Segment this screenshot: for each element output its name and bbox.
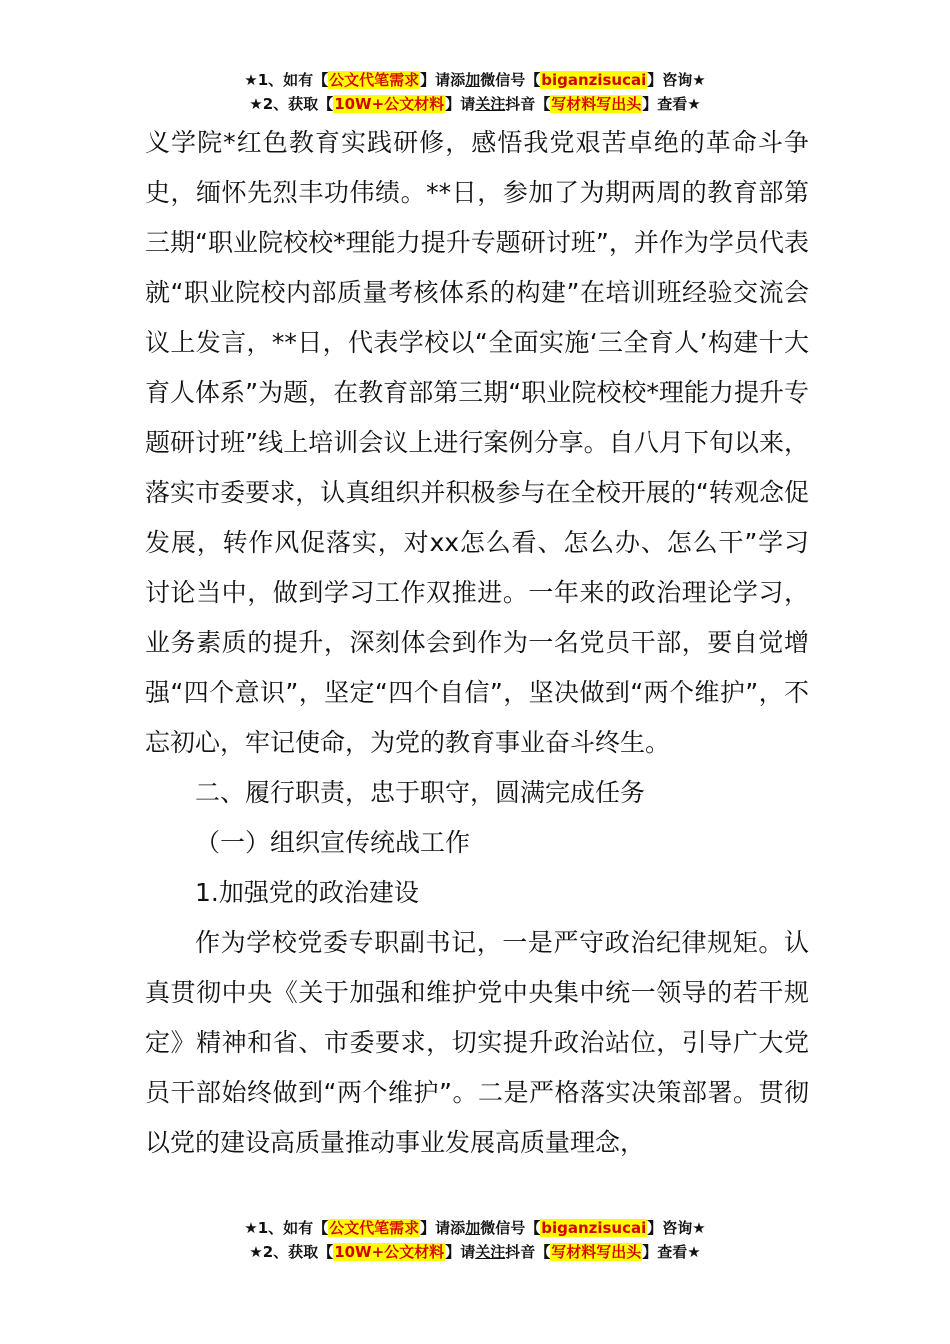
item-heading: 1.加强党的政治建设: [195, 878, 419, 907]
banner-highlight: 公文代笔需求: [329, 71, 420, 89]
subsection-heading: （一）组织宣传统战工作: [195, 828, 471, 857]
banner-text: 】请添: [420, 1219, 466, 1237]
banner-highlight: 10W+公文材料: [334, 1243, 445, 1261]
banner-text: ★1、如有【: [244, 1219, 329, 1237]
banner-highlight: 写材料写出头: [551, 95, 642, 113]
banner-text: ★1、如有【: [244, 71, 329, 89]
banner-text: 】查看★: [642, 1243, 701, 1261]
banner-text: 】咨询★: [647, 71, 706, 89]
banner-line-2: [0, 92, 950, 116]
banner-text: 】咨询★: [647, 1219, 706, 1237]
banner-underlined: 关注: [475, 1243, 506, 1261]
banner-text: 抖音【: [505, 1243, 551, 1261]
banner-highlight: 公文代笔需求: [329, 1219, 420, 1237]
banner-text: 微信号【: [480, 71, 541, 89]
banner-highlight: 10W+公文材料: [334, 95, 445, 113]
banner-text: 微信号【: [480, 1219, 541, 1237]
banner-text: ★2、获取【: [249, 1243, 334, 1261]
banner-line-2: [0, 1240, 950, 1264]
banner-underlined: 加: [465, 71, 481, 89]
header-banner: [0, 68, 950, 116]
banner-text: 】查看★: [642, 95, 701, 113]
banner-highlight: biganzisucai: [541, 71, 647, 89]
banner-line-1: [0, 68, 950, 92]
footer-banner: [0, 1216, 950, 1264]
banner-highlight: biganzisucai: [541, 1219, 647, 1237]
banner-text: 抖音【: [505, 95, 551, 113]
document-body: [145, 118, 809, 1168]
body-paragraph-1: 义学院*红色教育实践研修，感悟我党艰苦卓绝的革命斗争史，缅怀先烈丰功伟绩。**日，参加了为期两周的教育部第三期“职业院校校*理能力提升专题研讨班”，并作为学员代表就“职业院校内部质量考核体系的构建”在培训班经验交流会议上发言，**日，代表学校以“全面实施‘三全育人’构建十大育人体系”为题，在教育部第三期“职业院校校*理能力提升专题研讨班”线上培训会议上进行案例分享。自八月下旬以来，落实市委要求，认真组织并积极参与在全校开展的“转观念促发展，转作风促落实，对xx怎么看、怎么办、怎么干”学习讨论当中，做到学习工作双推进。一年来的政治理论学习，业务素质的提升，深刻体会到作为一名党员干部，要自觉增强“四个意识”，坚定“四个自信”，坚决做到“两个维护”，不忘初心，牢记使命，为党的教育事业奋斗终生。: [145, 128, 809, 757]
banner-text: ★2、获取【: [249, 95, 334, 113]
banner-text: 】请: [445, 95, 476, 113]
banner-line-1: [0, 1216, 950, 1240]
banner-text: 】请添: [420, 71, 466, 89]
banner-underlined: 加: [465, 1219, 481, 1237]
banner-highlight: 写材料写出头: [551, 1243, 642, 1261]
section-heading: 二、履行职责，忠于职守，圆满完成任务: [195, 778, 646, 807]
banner-text: 】请: [445, 1243, 476, 1261]
body-paragraph-2: 作为学校党委专职副书记，一是严守政治纪律规矩。认真贯彻中央《关于加强和维护党中央集中统一领导的若干规定》精神和省、市委要求，切实提升政治站位，引导广大党员干部始终做到“两个维护”。二是严格落实决策部署。贯彻以党的建设高质量推动事业发展高质量理念，: [145, 928, 809, 1157]
banner-underlined: 关注: [475, 95, 506, 113]
